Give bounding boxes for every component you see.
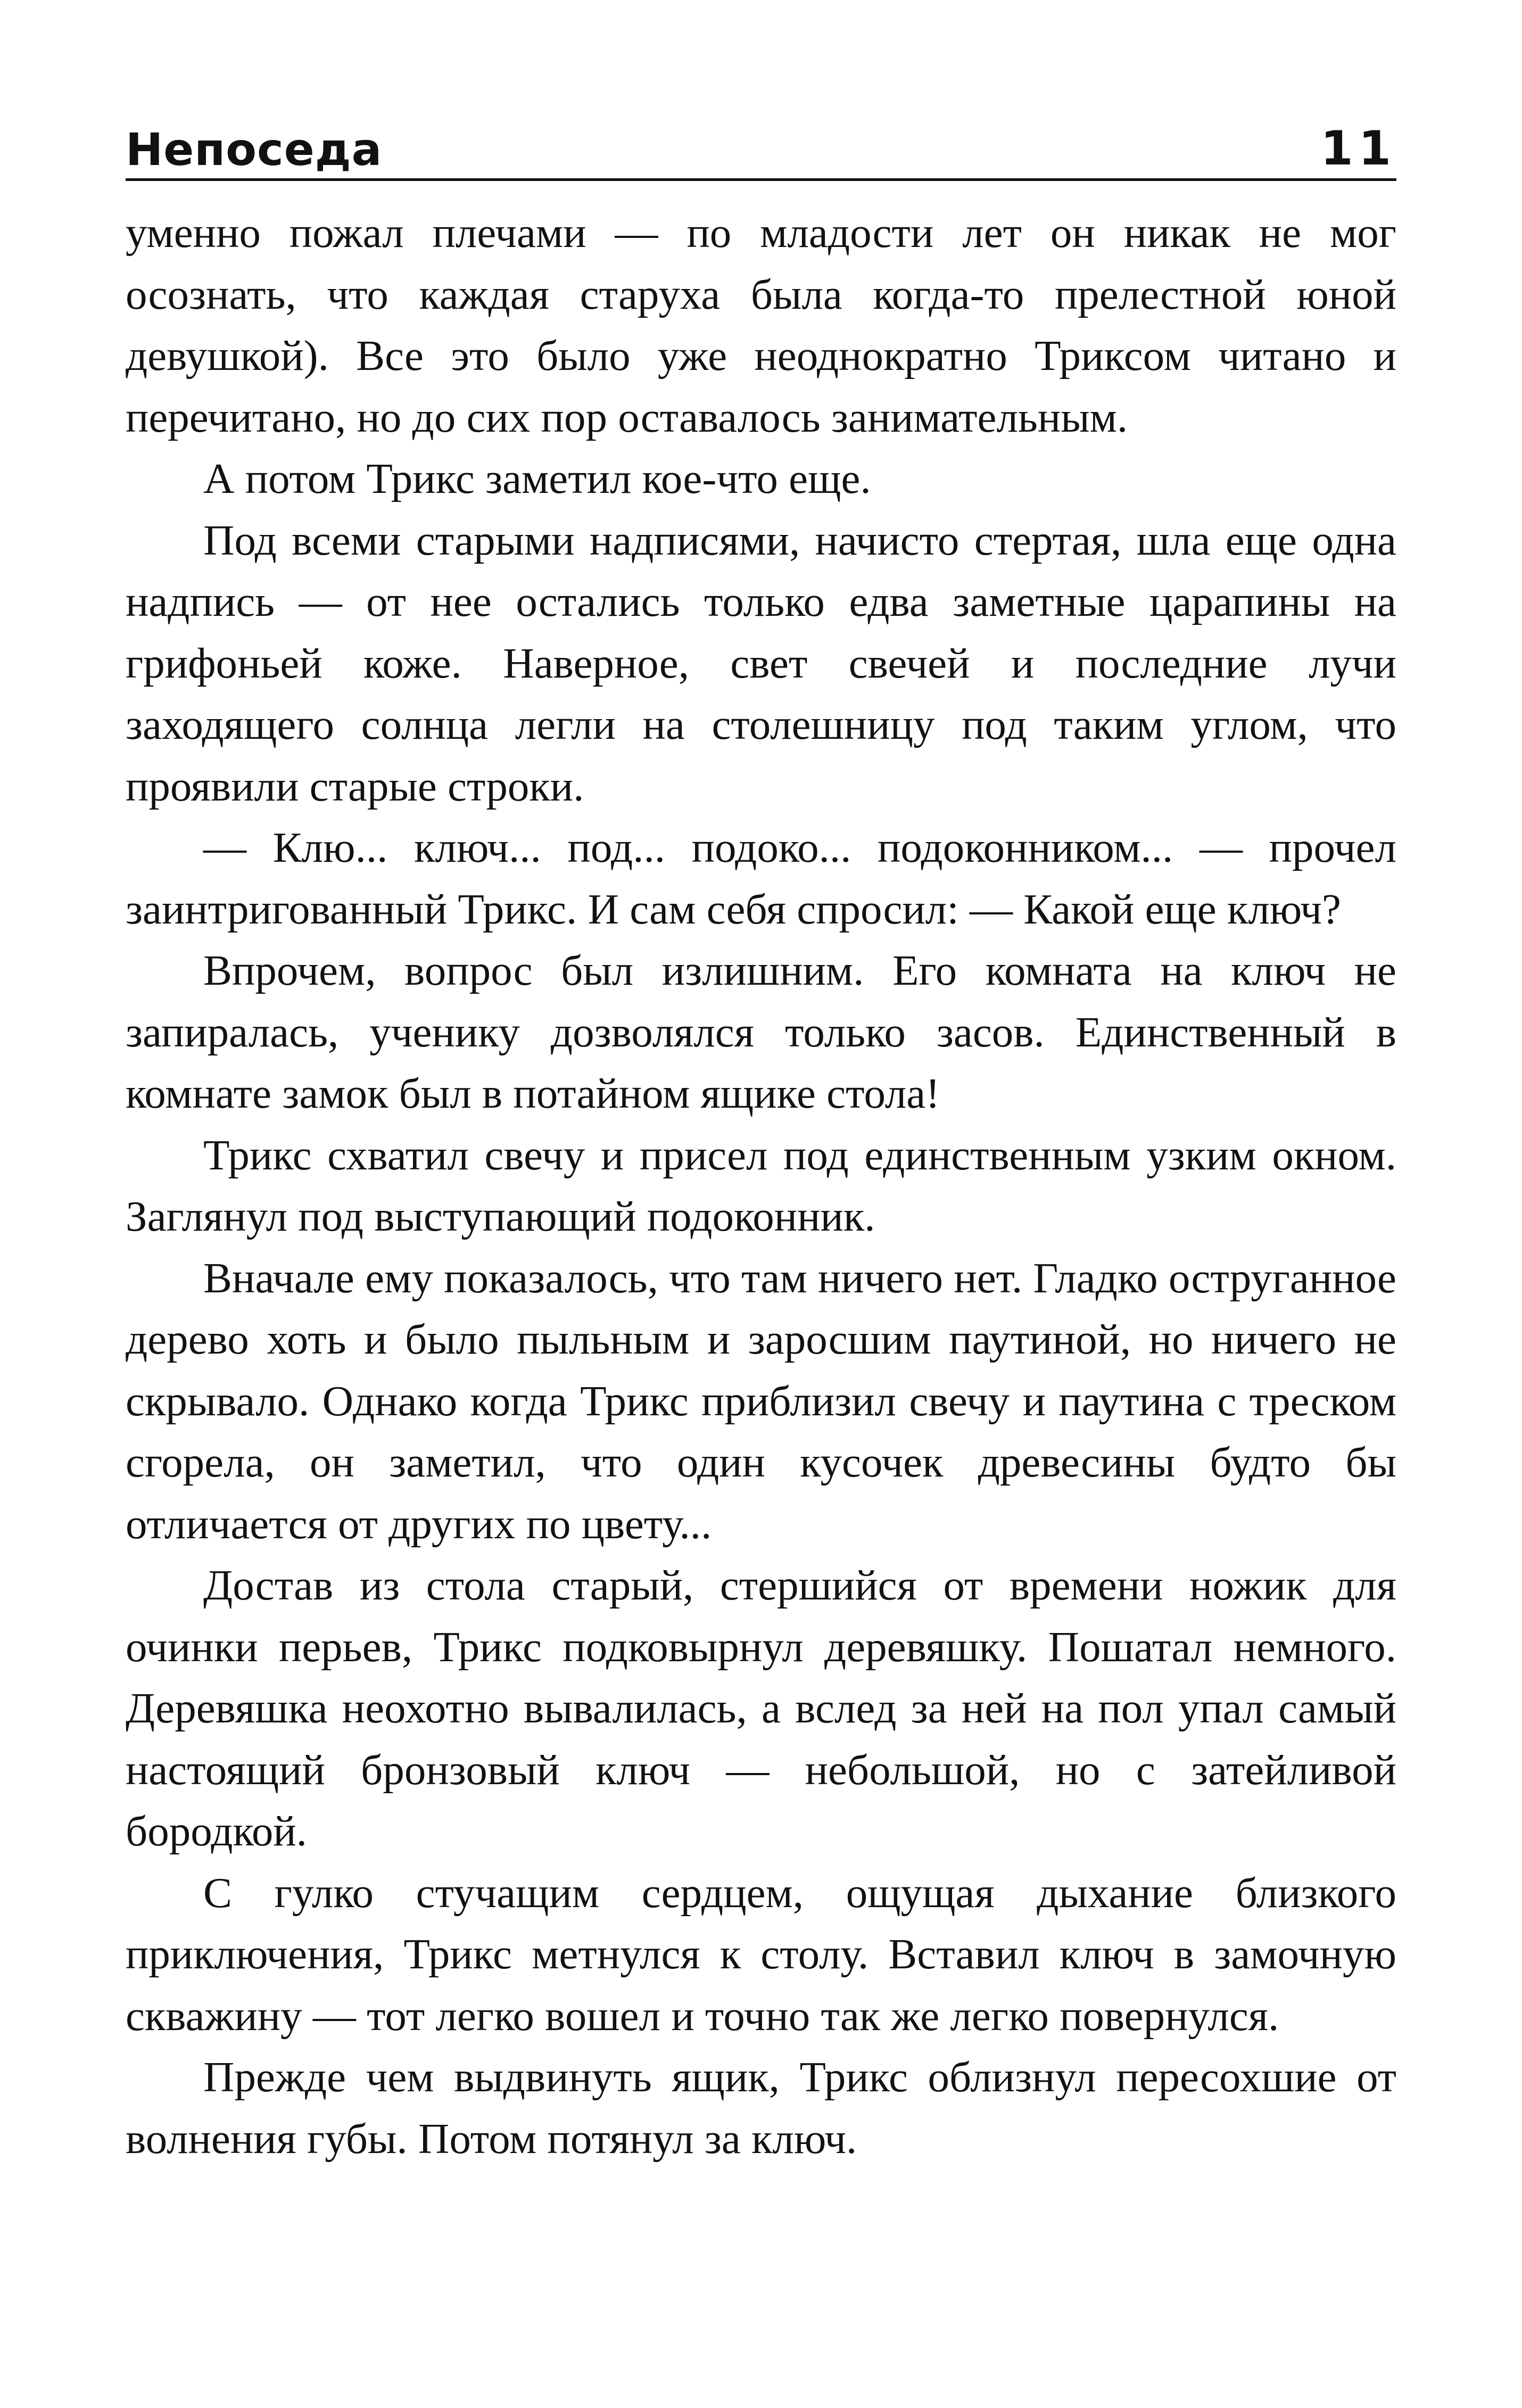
running-header bbox=[126, 106, 1396, 181]
paragraph: Вначале ему показалось, что там ничего нет. Гладко оструганное дерево хоть и было пыльным и заросшим паутиной, но ничего не скрывало. Однако когда Трикс приблизил свечу и паутина с треском сгорела, он заметил, что один кусочек древесины будто бы отличается от других по цвету... bbox=[126, 1254, 1396, 1548]
running-title: Непоседа bbox=[126, 123, 383, 176]
paragraph: Трикс схватил свечу и присел под единственным узким окном. Заглянул под выступающий подоконник. bbox=[126, 1131, 1396, 1240]
page-number: 11 bbox=[1320, 121, 1396, 176]
paragraph: А потом Трикс заметил кое-что еще. bbox=[203, 455, 871, 502]
book-page bbox=[126, 106, 1396, 2170]
paragraph: Прежде чем выдвинуть ящик, Трикс облизнул пересохшие от волнения губы. Потом потянул за ключ. bbox=[126, 2053, 1396, 2163]
body-text bbox=[126, 202, 1396, 2170]
paragraph: С гулко стучащим сердцем, ощущая дыхание близкого приключения, Трикс метнулся к столу. Вставил ключ в замочную скважину — тот легко вошел и точно так же легко повернулся. bbox=[126, 1868, 1396, 2040]
paragraph: Под всеми старыми надписями, начисто стертая, шла еще одна надпись — от нее остались только едва заметные царапины на грифоньей коже. Наверное, свет свечей и последние лучи заходящего солнца легли на столешницу под таким углом, что проявили старые строки. bbox=[126, 516, 1396, 810]
paragraph: Достав из стола старый, стершийся от времени ножик для очинки перьев, Трикс подковырнул деревяшку. Пошатал немного. Деревяшка неохотно вывалилась, а вслед за ней на пол упал самый настоящий бронзовый ключ — небольшой, но с затейливой бородкой. bbox=[126, 1561, 1396, 1855]
paragraph: — Клю... ключ... под... подоко... подоконником... — прочел заинтригованный Трикс. И сам себя спросил: — Какой еще ключ? bbox=[126, 823, 1396, 933]
paragraph: Впрочем, вопрос был излишним. Его комната на ключ не запиралась, ученику дозволялся только засов. Единственный в комнате замок был в потайном ящике стола! bbox=[126, 946, 1396, 1117]
paragraph: уменно пожал плечами — по младости лет он никак не мог осознать, что каждая старуха была когда-то прелестной юной девушкой). Все это было уже неоднократно Триксом читано и перечитано, но до сих пор оставалось занимательным. bbox=[126, 209, 1396, 441]
